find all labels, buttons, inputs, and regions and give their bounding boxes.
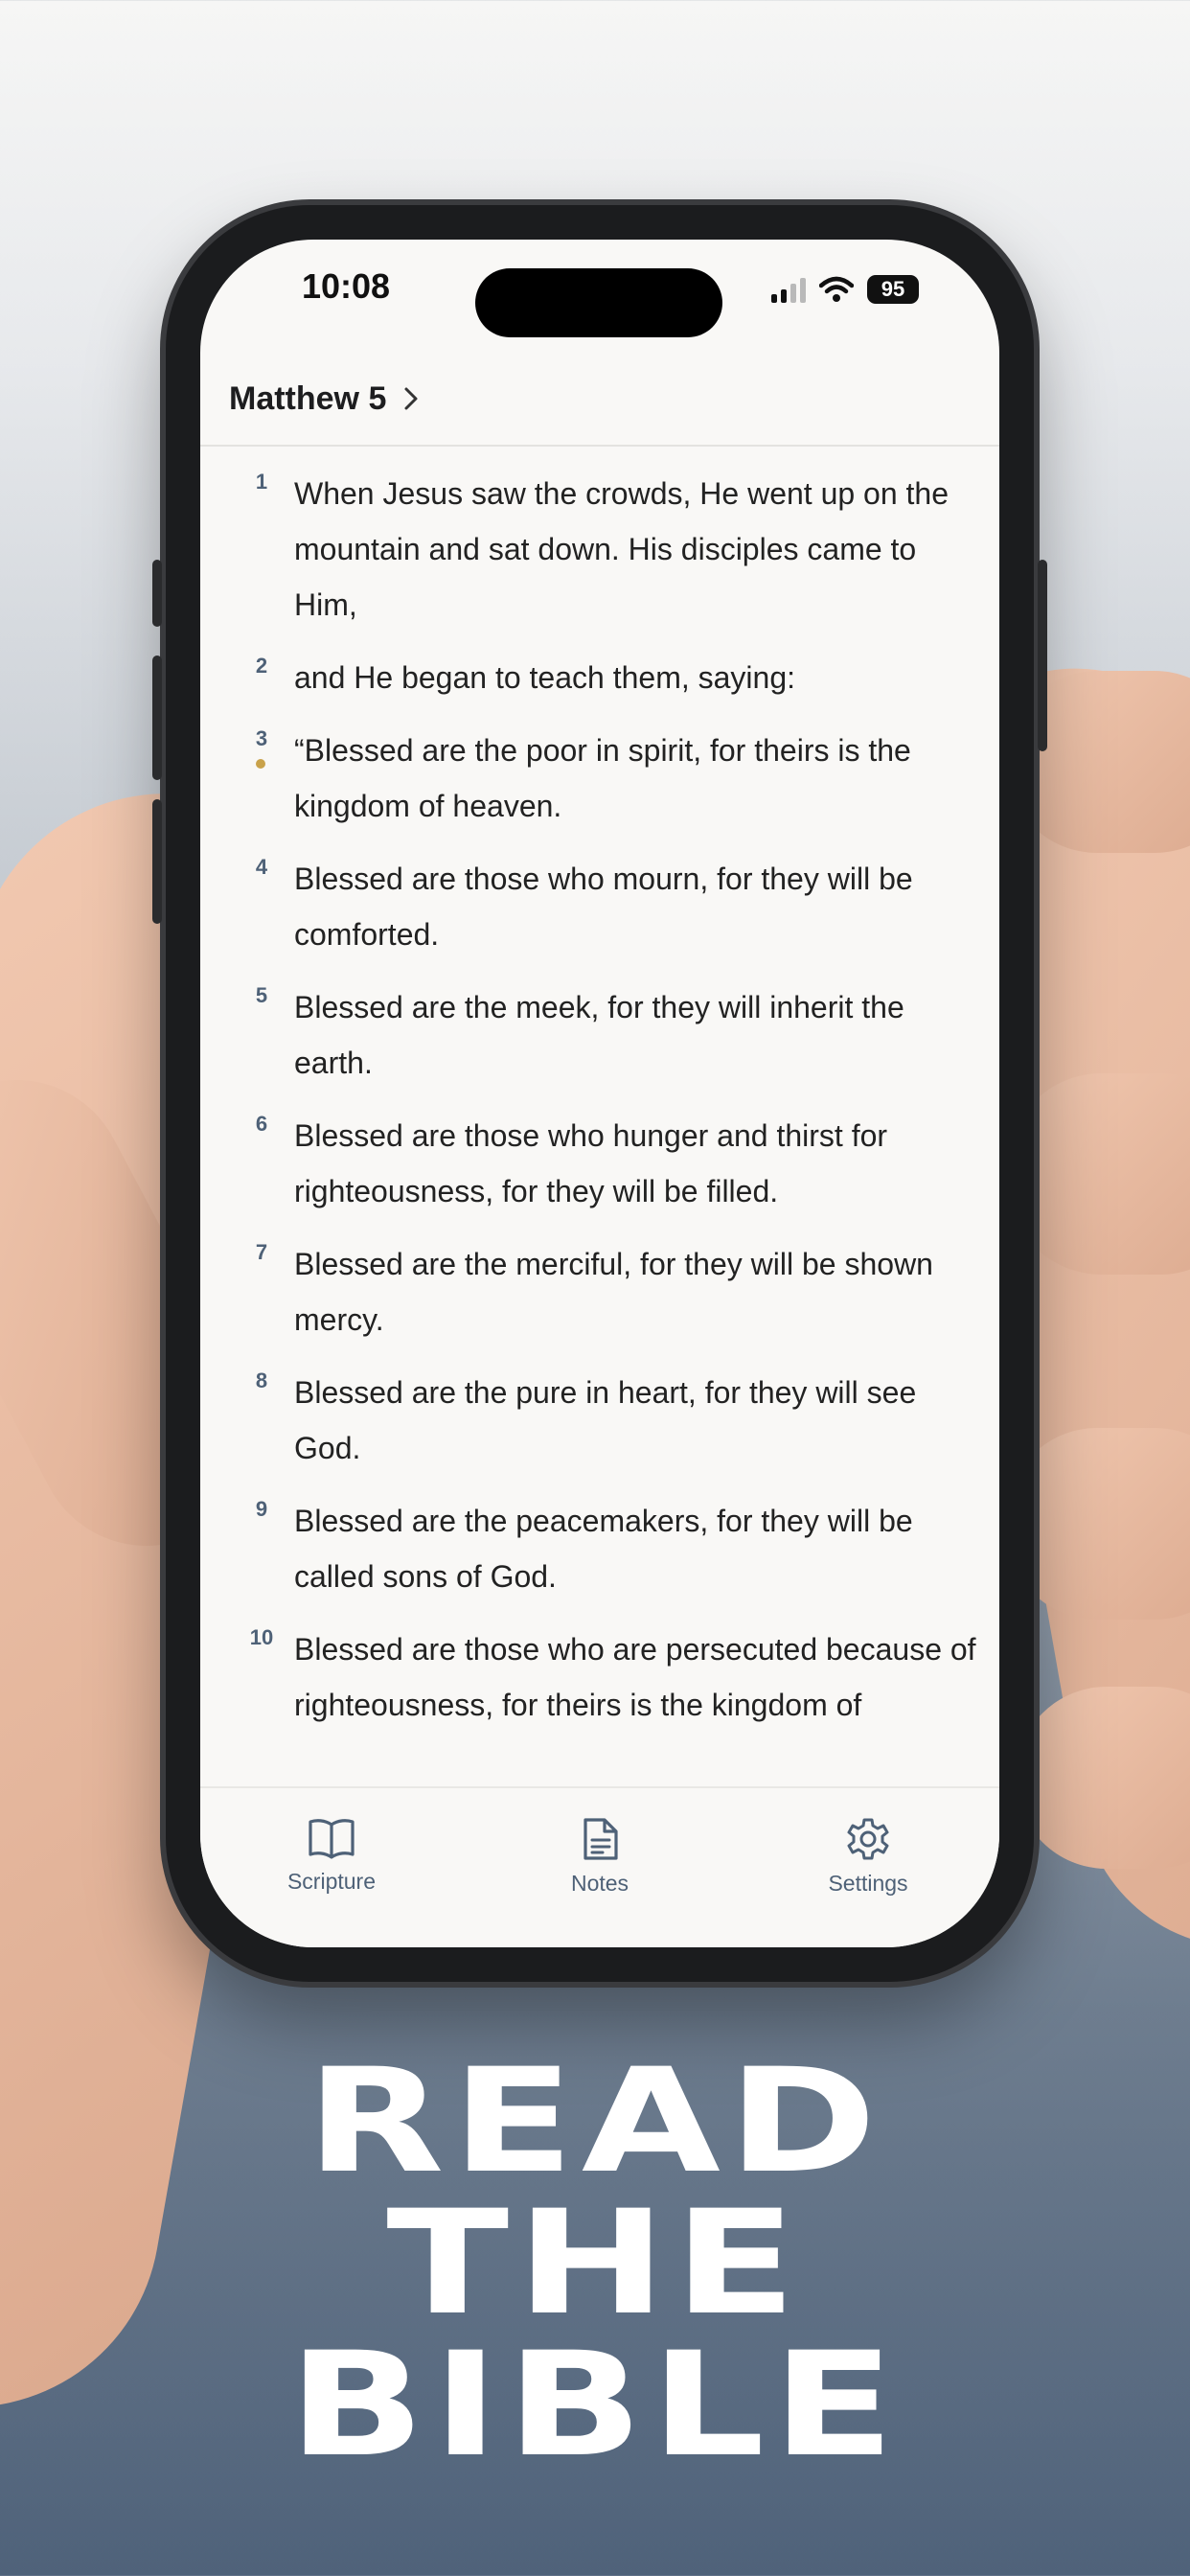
verse-number: 8	[255, 1368, 268, 1392]
status-time: 10:08	[302, 266, 391, 306]
phone-frame	[166, 205, 1034, 1982]
chapter-selector[interactable]	[229, 380, 419, 418]
verse[interactable]	[200, 723, 999, 834]
verse-text: Blessed are those who hunger and thirst for righteousness, for they will be filled.	[294, 1118, 888, 1208]
verse-number: 9	[255, 1497, 268, 1521]
verse[interactable]	[200, 851, 999, 962]
book-icon	[308, 1817, 355, 1859]
tab-label: Settings	[828, 1871, 908, 1896]
verse[interactable]	[200, 1108, 999, 1219]
phone-side-button	[152, 799, 162, 924]
headline-line: BIBLE	[287, 2322, 903, 2489]
verse-number: 7	[255, 1240, 268, 1264]
chapter-title: Matthew 5	[229, 380, 387, 417]
note-marker-dot	[256, 759, 265, 769]
verse-number: 5	[255, 983, 268, 1007]
phone-screen	[200, 240, 999, 1947]
phone-side-button	[1038, 560, 1047, 751]
cellular-signal-icon	[771, 276, 806, 303]
tab-bar	[200, 1786, 999, 1947]
phone-side-button	[152, 656, 162, 780]
verse[interactable]	[200, 1622, 999, 1733]
wifi-icon	[819, 276, 854, 303]
verse-text: Blessed are the meek, for they will inherit the earth.	[294, 990, 904, 1080]
scripture-text[interactable]	[200, 447, 999, 1786]
promo-headline	[0, 2038, 1190, 2489]
tab-label: Scripture	[286, 1869, 377, 1894]
verse[interactable]	[200, 979, 999, 1091]
headline-line: THE	[386, 2180, 804, 2347]
tab-scripture[interactable]	[236, 1817, 427, 1895]
chevron-right-icon	[403, 386, 419, 411]
verse-text: Blessed are those who mourn, for they will be comforted.	[294, 862, 913, 952]
verse-text: When Jesus saw the crowds, He went up on the mountain and sat down. His disciples came to Him,	[294, 476, 950, 622]
verse[interactable]	[200, 466, 999, 632]
verse-text: Blessed are the pure in heart, for they will see God.	[294, 1375, 917, 1465]
verse[interactable]	[200, 1365, 999, 1476]
verse[interactable]	[200, 650, 999, 705]
status-icons	[771, 270, 919, 309]
verse-number: 3	[255, 726, 268, 750]
reader-header	[200, 353, 999, 447]
verse-text: and He began to teach them, saying:	[294, 660, 796, 695]
gear-icon	[846, 1817, 890, 1861]
verse-text: “Blessed are the poor in spirit, for theirs is the kingdom of heaven.	[294, 733, 911, 823]
verse-number: 2	[255, 654, 268, 678]
verse-number: 6	[255, 1112, 268, 1136]
verse-text: Blessed are the peacemakers, for they will be called sons of God.	[294, 1504, 913, 1594]
dynamic-island	[475, 268, 722, 337]
verse-text: Blessed are those who are persecuted because of righteousness, for theirs is the kingdom of	[294, 1632, 976, 1722]
headline-line: READ	[306, 2038, 884, 2205]
verse-number: 1	[255, 470, 268, 494]
battery-icon: 95	[867, 275, 919, 304]
tab-notes[interactable]	[504, 1817, 696, 1897]
verse-number: 10	[249, 1625, 274, 1649]
phone-side-button	[152, 560, 162, 627]
tab-settings[interactable]	[772, 1817, 964, 1897]
verse[interactable]	[200, 1493, 999, 1604]
verse-number: 4	[255, 855, 268, 879]
document-icon	[580, 1817, 620, 1861]
tab-label: Notes	[570, 1871, 629, 1896]
right-finger	[1016, 1687, 1190, 1869]
verse[interactable]	[200, 1236, 999, 1347]
verse-text: Blessed are the merciful, for they will be shown mercy.	[294, 1247, 933, 1337]
